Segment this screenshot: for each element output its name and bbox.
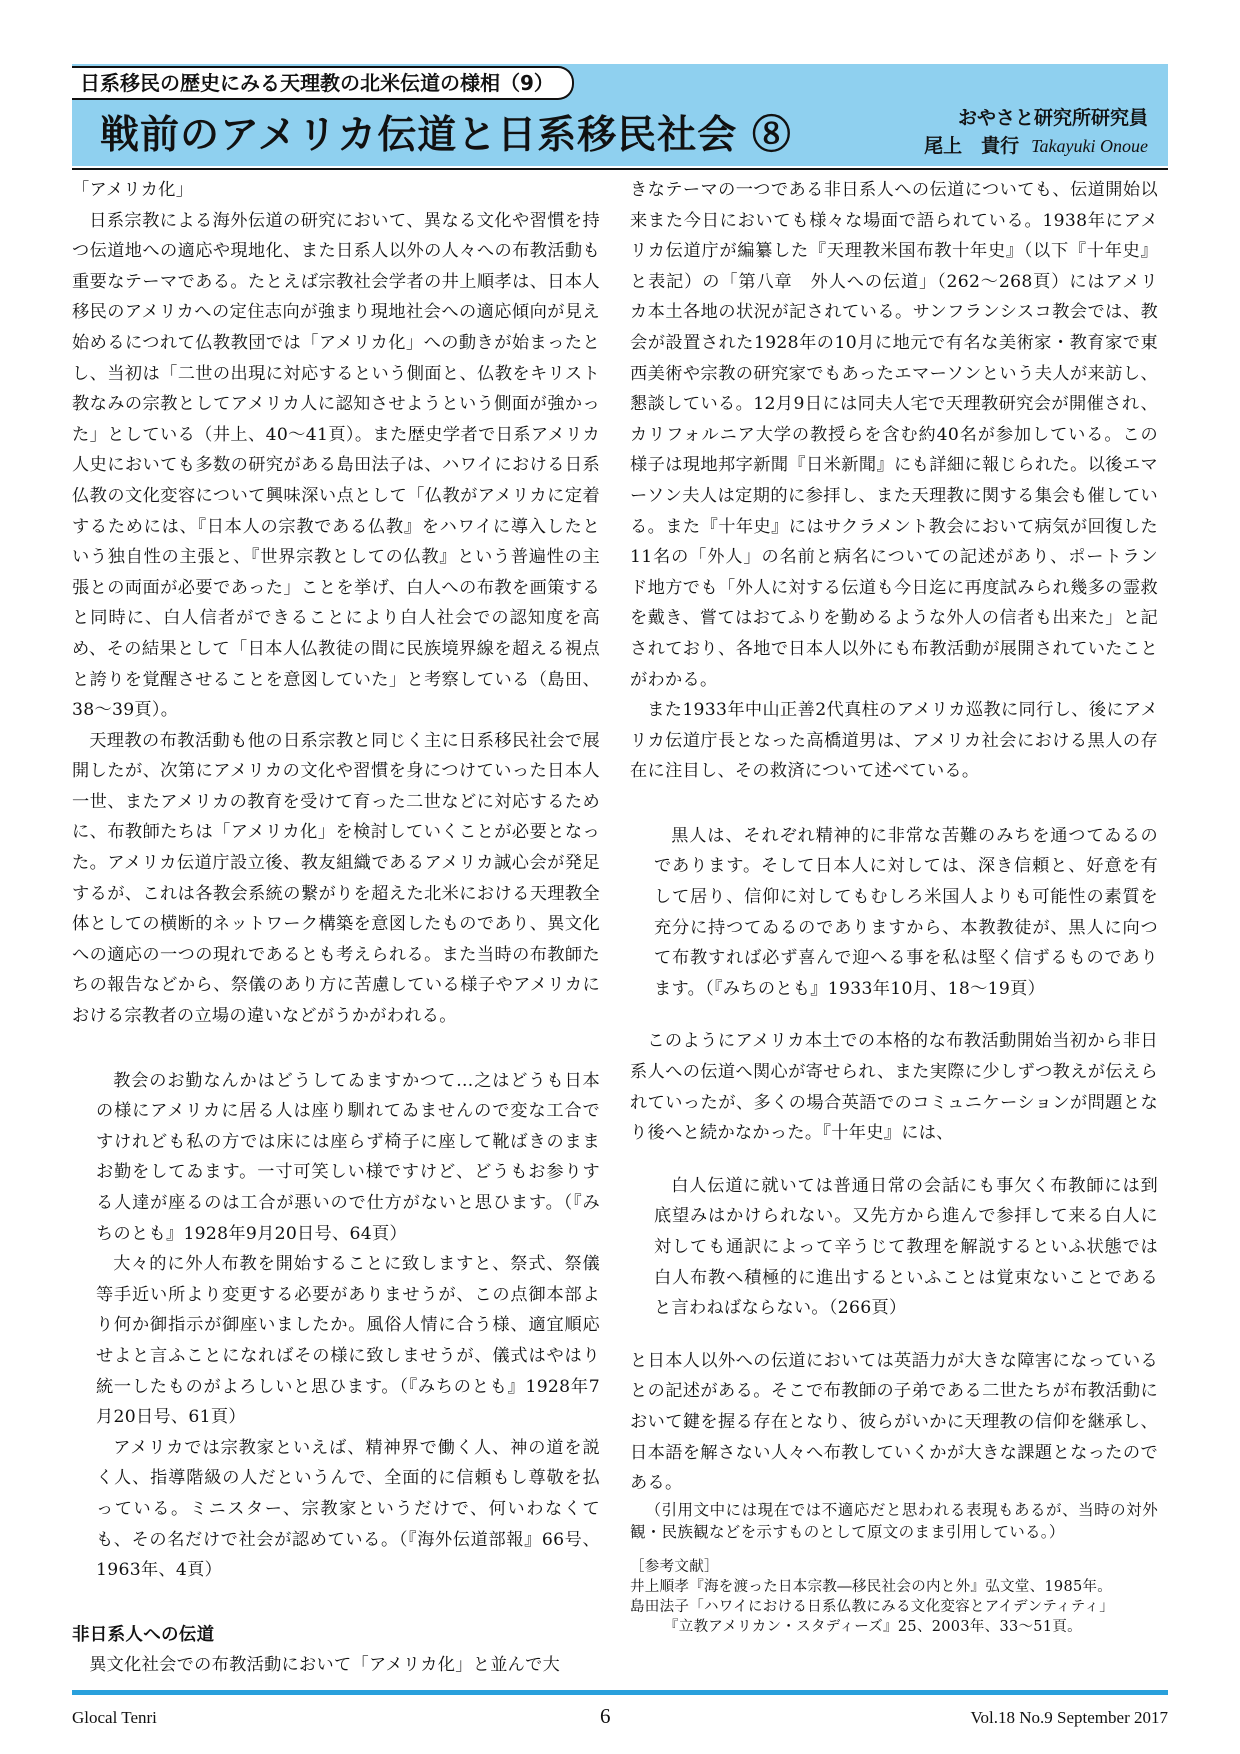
author-name-line [924, 132, 1148, 160]
section-heading: 「アメリカ化」 [72, 180, 194, 200]
author-affiliation: おやさと研究所研究員 [957, 107, 1148, 129]
footer-rule [72, 1690, 1168, 1695]
body-paragraph: 天理教の布教活動も他の日系宗教と同じく主に日系移民社会で展開したが、次第にアメリカの文化や習慣を身につけていった日本人一世、またアメリカの教育を受けて育った二世などに対応するために、布教師たちは「アメリカ化」を検討していくことが必要となった。アメリカ伝道庁設立後、教友組織であるアメリカ誠心会が発足するが、これは各教会系統の繋がりを超えた北米における天理教全体としての横断的ネットワーク構築を意図したものであり、異文化への適応の一つの現れであるとも考えられる。また当時の布教師たちの報告などから、祭儀のあり方に苦慮している様子やアメリカにおける宗教者の立場の違いなどがうかがわれる。 [72, 730, 600, 1027]
left-column [72, 175, 600, 1681]
block-quote [630, 1171, 1158, 1324]
body-paragraph: また1933年中山正善2代真柱のアメリカ巡教に同行し、後にアメリカ伝道庁長となった高橋道男は、アメリカ社会における黒人の存在に注目し、その救済について述べている。 [630, 700, 1158, 782]
body-paragraph: このようにアメリカ本土での本格的な布教活動開始当初から非日系人への伝道へ関心が寄せられ、また実際に少しずつ教えが伝えられていったが、多くの場合英語でのコミュニケーションが問題となり後へと続かなかった。『十年史』には、 [630, 1031, 1158, 1144]
series-title: 日系移民の歴史にみる天理教の北米伝道の様相（9） [72, 66, 574, 100]
issue-info: Vol.18 No.9 September 2017 [970, 1708, 1168, 1727]
article-title: 戦前のアメリカ伝道と日系移民社会 ⑧ [100, 112, 792, 158]
page-number: 6 [600, 1704, 611, 1728]
body-paragraph: 日系宗教による海外伝道の研究において、異なる文化や習慣を持つ伝道地への適応や現地化、また日系人以外の人々への布教活動も重要なテーマである。たとえば宗教社会学者の井上順孝は、日本人移民のアメリカへの定住志向が強まり現地社会への適応傾向が見え始めるにつれて仏教教団では「アメリカ化」への動きが始まったとし、当初は「二世の出現に対応するという側面と、仏教をキリスト教なみの宗教としてアメリカ人に認知させようという側面が強かった」としている（井上、40～41頁）。また歴史学者で日系アメリカ人史においても多数の研究がある島田法子は、ハワイにおける日系仏教の文化変容について興味深い点として「仏教がアメリカに定着するためには、『日本人の宗教である仏教』をハワイに導入したという独自性の主張と、『世界宗教としての仏教』という普遍性の主張との両面が必要であった」ことを挙げ、白人への布教を画策すると同時に、白人信者ができることにより白人社会での認知度を高め、その結果として「日本人仏教徒の間に民族境界線を超える視点と誇りを覚醒させることを意図していた」と考察している（島田、38～39頁）。 [72, 210, 600, 721]
quote-paragraph: 大々的に外人布教を開始することに致しますと、祭式、祭儀等手近い所より変更する必要がありませうが、この点御本部より何か御指示が御座いましたか。風俗人情に合う様、適宜順応せよと言ふことになればその様に致しませうが、儀式はやはり統一したものがよろしいと思ひます。（『みちのとも』1928年7月20日号、61頁） [96, 1254, 600, 1428]
right-column [630, 175, 1158, 1637]
header-divider [72, 168, 1168, 170]
block-quote [72, 1066, 600, 1586]
author-name-ja: 尾上 貴行 [924, 135, 1020, 157]
references-title: ［参考文献］ [630, 1558, 719, 1575]
quote-paragraph: 黒人は、それぞれ精神的に非常な苦難のみちを通つてゐるのであります。そして日本人に対しては、深き信頼と、好意を有して居り、信仰に対してもむしろ米国人よりも可能性の素質を充分に持つてゐるのでありますから、本教教徒が、黒人に向つて布教すれば必ず喜んで迎へる事を私は堅く信ずるものであります。（『みちのとも』1933年10月、18～19頁） [654, 825, 1158, 999]
references [630, 1557, 1158, 1637]
journal-name: Glocal Tenri [72, 1708, 157, 1727]
reference-item-continued: 『立教アメリカン・スタディーズ』25、2003年、33～51頁。 [664, 1618, 1082, 1635]
quote-paragraph: 教会のお勤なんかはどうしてゐますかつて…之はどうも日本の様にアメリカに居る人は座り馴れてゐませんので変な工合ですけれども私の方では床には座らず椅子に座して靴ばきのままお勤をしてゐます。一寸可笑しい様ですけど、どうもお参りする人達が座るのは工合が悪いので仕方がないと思ひます。（『みちのとも』1928年9月20日号、64頁） [96, 1070, 600, 1244]
reference-item: 島田法子「ハワイにおける日系仏教にみる文化変容とアイデンティティ」 [630, 1598, 1115, 1615]
citation-note: （引用文中には現在では不適応だと思われる表現もあるが、当時の対外観・民族観などを示すものとして原文のまま引用している。） [630, 1500, 1158, 1541]
body-paragraph: きなテーマの一つである非日系人への伝道についても、伝道開始以来また今日においても様々な場面で語られている。1938年にアメリカ伝道庁が編纂した『天理教米国布教十年史』（以下『十年史』と表記）の「第八章 外人への伝道」（262～268頁）にはアメリカ本土各地の状況が記されている。サンフランシスコ教会では、教会が設置された1928年の10月に地元で有名な美術家・教育家で東西美術や宗教の研究家でもあったエマーソンという夫人が来訪し、懇談している。12月9日には同夫人宅で天理教研究会が開催され、カリフォルニア大学の教授らを含む約40名が参加している。この様子は現地邦字新聞『日米新聞』にも詳細に報じられた。以後エマーソン夫人は定期的に参拝し、また天理教に関する集会も催している。また『十年史』にはサクラメント教会において病気が回復した11名の「外人」の名前と病名についての記述があり、ポートランド地方でも「外人に対する伝道も今日迄に再度試みられ幾多の霊救を戴き、嘗てはおてふりを勤めるような外人の信者も出来た」と記されており、各地で日本人以外にも布教活動が展開されていたことがわかる。 [630, 180, 1158, 690]
body-paragraph: 異文化社会での布教活動において「アメリカ化」と並んで大 [89, 1655, 561, 1676]
body-paragraph: と日本人以外への伝道においては英語力が大きな障害になっているとの記述がある。そこで布教師の子弟である二世たちが布教活動において鍵を握る存在となり、彼らがいかに天理教の信仰を継承し、日本語を解さない人々へ布教していくかが大きな課題となったのである。 [630, 1350, 1158, 1494]
section-heading: 非日系人への伝道 [72, 1624, 215, 1645]
author-name-roman: Takayuki Onoue [1031, 136, 1148, 156]
quote-paragraph: アメリカでは宗教家といえば、精神界で働く人、神の道を説く人、指導階級の人だというんで、全面的に信頼もし尊敬を払っている。ミニスター、宗教家というだけで、何いわなくても、その名だけで社会が認めている。（『海外伝道部報』66号、1963年、4頁） [96, 1437, 600, 1581]
quote-paragraph: 白人伝道に就いては普通日常の会話にも事欠く布教師には到底望みはかけられない。又先方から進んで参拝して来る白人に対しても通訳によって辛うじて教理を解説するといふ状態では白人布教へ積極的に進出するといふことは覚束ないことであると言わねばならない。（266頁） [654, 1175, 1158, 1319]
reference-item: 井上順孝『海を渡った日本宗教―移民社会の内と外』弘文堂、1985年。 [630, 1578, 1113, 1595]
block-quote [630, 821, 1158, 1005]
author-block [924, 104, 1148, 160]
